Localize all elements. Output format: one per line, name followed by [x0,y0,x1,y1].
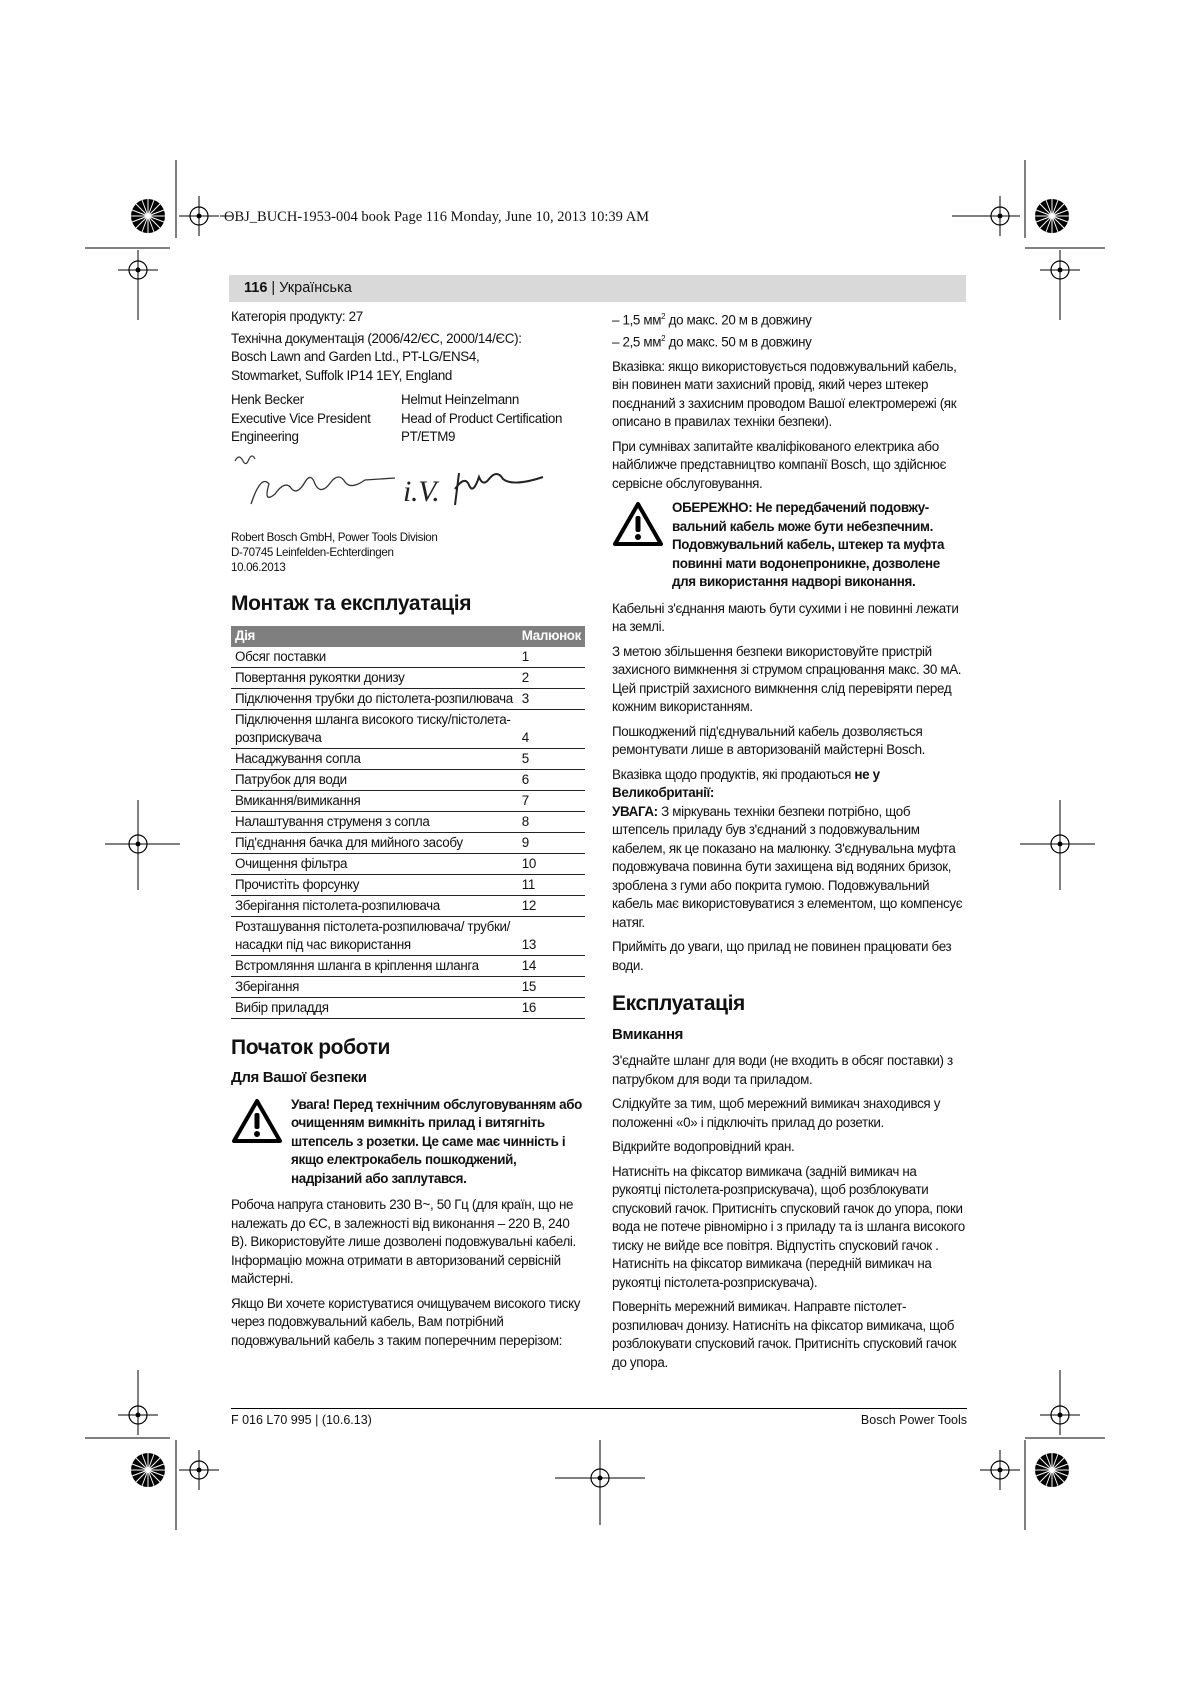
table-row [231,976,585,997]
warning-text: Увага! Перед технічним обслуговуванням або очищенням вимкніть прилад і витягніть штепсель з розетки. Це саме має чинність і якщо електрокабель пошкоджений, надрізаний або заплутався. [291,1096,582,1186]
paragraph-uvaga [612,803,966,933]
registration-cross-icon [118,250,158,290]
superscript: 2 [661,333,666,343]
page-header [244,280,352,296]
paragraph-operation: З'єднайте шланг для води (не входить в обсяг поставки) з патрубком для води та приладом. [612,1053,953,1087]
company-address: D-70745 Leinfelden-Echterdingen [231,546,394,559]
table-row [231,811,585,832]
footer-doc-number: F 016 L70 995 | (10.6.13) [231,1413,372,1427]
uk-note-text: Вказівка щодо продуктів, які продаються [612,766,855,782]
procedure-table [231,626,585,1019]
signatory-role: Executive Vice President [231,410,371,426]
table-cell-figure: 14 [518,955,585,976]
cable-spec [612,330,966,352]
table-cell-action: Насаджування сопла [231,748,518,769]
paragraph-operation: Поверніть мережний вимикач. Направте пістолет-розпилювач донизу. Натисніть на фіксатор вимикача, щоб розблокувати спусковий гачок. Притисніть спусковий гачок до упора. [612,1299,957,1370]
registration-cross-icon [118,1395,158,1435]
table-row [231,688,585,709]
warning-triangle-icon [231,1096,291,1189]
address-line: Bosch Lawn and Garden Ltd., PT-LG/ENS4, [231,349,480,364]
paragraph-extension: Якщо Ви хочете користуватися очищувачем високого тиску через подовжувальний кабель, Вам потрібний подовжувальний кабель з таким поперечним перерізом: [231,1295,581,1348]
warning-block [612,499,966,592]
table-cell-figure: 8 [518,811,585,832]
table-cell-figure: 1 [518,647,585,668]
paragraph-rcd: З метою збільшення безпеки використовуйте пристрій захисного вимкнення зі струмом спрацювання макс. 30 мА. Цей пристрій захисного вимкнення слід перевіряти перед кожним використанням. [612,643,962,715]
table-row [231,916,585,955]
subheading-safety: Для Вашої безпеки [231,1069,367,1086]
paragraph-voltage: Робоча напруга становить 230 В~, 50 Гц (для країн, що не належать до ЄС, в залежності від виконання – 220 В, 240 В). Використовуйте лише дозволені подовжувальні кабелі. Інформацію можна отримати в авторизований сервісній майстерні. [231,1197,576,1286]
table-row [231,667,585,688]
section-title-assembly: Монтаж та експлуатація [231,592,472,615]
table-cell-action: Вмикання/вимикання [231,790,518,811]
table-cell-figure: 6 [518,769,585,790]
signatory-role: Head of Product Certification [401,410,563,426]
table-cell-action: Розташування пістолета-розпилювача/ трубки/насадки під час використання [231,916,518,955]
uvaga-label: УВАГА: [612,803,658,819]
table-cell-figure: 3 [518,688,585,709]
signatories [231,391,585,447]
section-title-operation: Експлуатація [612,992,745,1016]
table-cell-action: Під'єднання бачка для мийного засобу [231,832,518,853]
paragraph-operation: Слідкуйте за тим, щоб мережний вимикач знаходився у положенні «0» і підключіть прилад до розетки. [612,1096,941,1130]
table-cell-action: Обсяг поставки [231,647,518,668]
table-row [231,769,585,790]
company-name: Robert Bosch GmbH, Power Tools Division [231,531,438,544]
signatory [401,391,571,447]
table-cell-figure: 9 [518,832,585,853]
registration-star-icon [1035,1453,1069,1487]
table-cell-action: Повертання рукоятки донизу [231,667,518,688]
paragraph-note-doubt: При сумнівах запитайте кваліфікованого електрика або найближче представництво компанії Bosch, що здійснює сервісне обслуговування. [612,438,947,491]
table-cell-action: Очищення фільтра [231,853,518,874]
section-title-getting-started: Початок роботи [231,1035,390,1059]
registration-cross-icon [1040,1395,1080,1435]
table-cell-figure: 7 [518,790,585,811]
page-number: 116 [244,280,268,296]
cable-spec-size: – 2,5 мм [612,334,662,350]
registration-cross-icon [980,1450,1020,1490]
table-cell-figure: 15 [518,976,585,997]
table-row [231,790,585,811]
registration-cross-icon [1040,250,1080,290]
table-row [231,647,585,668]
tech-documentation: Технічна документація (2006/42/ЄС, 2000/14/ЄС): [231,330,522,346]
cable-spec-size: – 1,5 мм [612,312,662,328]
table-cell-action: Налаштування струменя з сопла [231,811,518,832]
table-cell-figure: 13 [518,916,585,955]
signatory [231,391,401,447]
table-cell-figure: 16 [518,997,585,1018]
column-header-figure: Малюнок [518,626,585,647]
paragraph-no-dry-run: Прийміть до уваги, що прилад не повинен працювати без води. [612,939,952,973]
print-slug: OBJ_BUCH-1953-004 book Page 116 Monday, June 10, 2013 10:39 AM [224,209,650,225]
table-cell-action: Зберігання [231,976,518,997]
paragraph-damaged-cable: Пошкоджений під'єднувальний кабель дозволяється ремонтувати лише в авторизованій майстерні Bosch. [612,723,926,758]
header-separator: | [267,280,280,296]
table-cell-figure: 11 [518,874,585,895]
signatory-name: Henk Becker [231,392,304,407]
table-cell-action: Патрубок для води [231,769,518,790]
table-cell-action: Прочистіть форсунку [231,874,518,895]
warning-triangle-icon [612,499,672,592]
paragraph-note-earth: Вказівка: якщо використовується подовжувальний кабель, він повинен мати захисний провід, який через штекер поєднаний з захисним проводом Вашої електромережі (як описано в правилах техніки безпеки). [612,358,957,430]
registration-cross-icon [179,196,219,236]
paragraph-uk-note [612,766,966,803]
registration-star-icon [131,199,165,233]
paragraph-operation: Відкрийте водопровідний кран. [612,1139,795,1155]
table-row [231,709,585,748]
table-row [231,997,585,1018]
uk-note-bold: не у Великобританії: [612,766,880,801]
table-row [231,832,585,853]
table-cell-figure: 10 [518,853,585,874]
signatory-role: Engineering [231,429,299,444]
registration-star-icon [131,1453,165,1487]
table-cell-action: Підключення трубки до пістолета-розпилювача [231,688,518,709]
cable-spec-length: до макс. 20 м в довжину [665,312,812,328]
signature-iv: i.V. [403,474,440,508]
table-cell-action: Підключення шланга високого тиску/пістолета-розприскувача [231,709,518,748]
subheading-switching-on: Вмикання [612,1025,684,1043]
address-line: Stowmarket, Suffolk IP14 1EY, England [231,367,453,383]
table-cell-action: Вибір приладдя [231,997,518,1018]
handwritten-signatures [231,449,571,519]
table-cell-action: Встромляння шланга в кріплення шланга [231,955,518,976]
table-cell-figure: 12 [518,895,585,916]
table-row [231,874,585,895]
uvaga-text: З міркувань техніки безпеки потрібно, щоб штепсель приладу був з'єднаний з подовжувальним кабелем, як це показано на малюнку. З'єднувальна муфта подовжувача повинна бути захищена від водяних бризок, зроблена з гуми або покрита гумою. Подовжувальний кабель має використовуватися з елементом, що компенсує натяг. [612,803,963,930]
registration-star-icon [1035,199,1069,233]
table-row [231,853,585,874]
column-header-action: Дія [231,626,518,647]
footer-rule [231,1408,967,1409]
registration-cross-icon [179,1450,219,1490]
signatory-name: Helmut Heinzelmann [401,392,519,407]
declaration-date: 10.06.2013 [231,561,286,574]
registration-cross-icon [980,196,1020,236]
table-cell-figure: 2 [518,667,585,688]
left-column [231,308,585,1356]
signatory-role: PT/ETM9 [401,429,456,444]
table-row [231,895,585,916]
table-cell-figure: 5 [518,748,585,769]
table-header-row [231,626,585,647]
table-row [231,748,585,769]
paragraph-dry: Кабельні з'єднання мають бути сухими і не повинні лежати на землі. [612,600,959,635]
paragraph-operation: Натисніть на фіксатор вимикача (задній вимикач на рукоятці пістолета-розприскувача), щоб розблокувати спусковий гачок. Притисніть спусковий гачок до упора, поки вода не потече рівномірно і з приладу та із шланга високого тиску не вийде все повітря. Відпустіть спусковий гачок . Натисніть на фіксатор вимикача (передній вимикач на рукоятці пістолета-розприскувача). [612,1163,965,1290]
cable-spec-length: до макс. 50 м в довжину [665,334,812,350]
table-row [231,955,585,976]
warning-block [231,1096,585,1189]
cable-spec [612,308,966,330]
superscript: 2 [661,312,666,321]
header-language: Українська [279,280,352,296]
warning-text: ОБЕРЕЖНО: Не передбачений подовжу-вальний кабель може бути небезпечним. Подовжувальний кабель, штекер та муфта повинні мати водонепроникне, дозволене для використання надворі виконання. [672,500,945,590]
table-cell-action: Зберігання пістолета-розпилювача [231,895,518,916]
table-cell-figure: 4 [518,709,585,748]
right-column [612,308,966,1378]
footer-brand: Bosch Power Tools [860,1413,967,1427]
product-category: Категорія продукту: 27 [231,309,363,324]
